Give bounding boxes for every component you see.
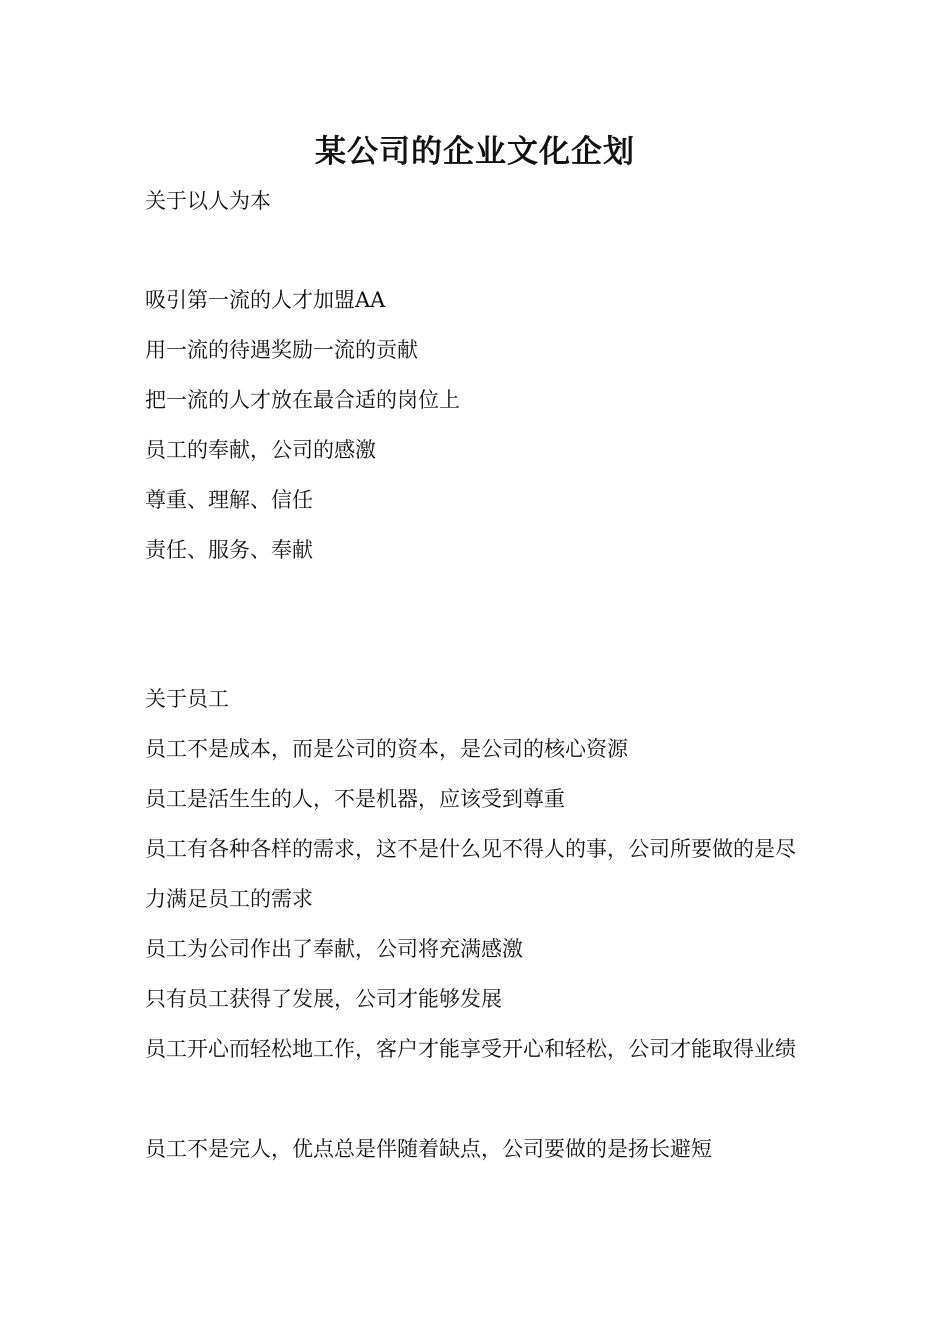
list-item: 员工为公司作出了奉献，公司将充满感激	[145, 937, 523, 961]
page-title: 某公司的企业文化企划	[315, 134, 635, 170]
list-item: 只有员工获得了发展，公司才能够发展	[145, 987, 502, 1011]
section-heading-employees: 关于员工	[145, 687, 229, 711]
list-item: 尊重、理解、信任	[145, 488, 313, 512]
list-item: 员工不是完人，优点总是伴随着缺点，公司要做的是扬长避短	[145, 1137, 712, 1161]
list-item: 员工是活生生的人，不是机器，应该受到尊重	[145, 787, 565, 811]
list-item: 员工的奉献，公司的感激	[145, 438, 376, 462]
list-item: 员工有各种各样的需求，这不是什么见不得人的事，公司所要做的是尽力满足员工的需求	[145, 837, 796, 911]
list-item: 把一流的人才放在最合适的岗位上	[145, 388, 460, 412]
list-item: 责任、服务、奉献	[145, 538, 313, 562]
list-item: 员工不是成本，而是公司的资本，是公司的核心资源	[145, 737, 628, 761]
list-item: 员工开心而轻松地工作，客户才能享受开心和轻松，公司才能取得业绩	[145, 1037, 796, 1061]
list-item: 用一流的待遇奖励一流的贡献	[145, 338, 418, 362]
list-item: 吸引第一流的人才加盟AA	[145, 288, 386, 312]
section-heading-people-oriented: 关于以人为本	[145, 189, 271, 213]
